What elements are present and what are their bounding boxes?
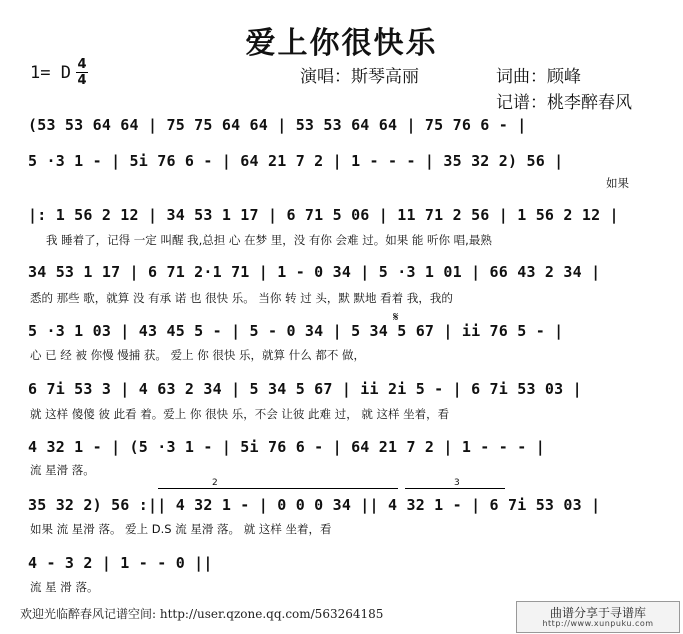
score-line-6-notes: 6 7i 53 3 | 4 63 2 34 | 5 34 5 67 | ii 2i 5 - | 6 7i 53 03 | [28, 380, 582, 398]
score-line-1-notes: (53 53 64 64 | 75 75 64 64 | 53 53 64 64 | 75 76 6 - | [28, 116, 527, 134]
score-line-9-lyrics: 流 星 滑 落。 [30, 580, 99, 594]
score-line-8-notes: 35 32 2) 56 :|| 4 32 1 - | 0 0 0 34 || 4 32 1 - | 6 7i 53 03 | [28, 496, 601, 514]
song-title: 爱上你很快乐 [245, 26, 438, 61]
score-line-2-lyrics: 如果 [606, 176, 629, 190]
score-line-7-lyrics: 流 星滑 落。 [30, 463, 95, 477]
score-line-3-notes: |: 1 56 2 12 | 34 53 1 17 | 6 71 5 06 | 11 71 2 56 | 1 56 2 12 | [28, 206, 619, 224]
footer-credit-link[interactable]: 欢迎光临醉春风记谱空间: http://user.qzone.qq.com/563264185 [20, 607, 384, 621]
segno-mark: 𝄋 [393, 310, 399, 325]
singer-credit: 演唱：斯琴高丽 [300, 67, 419, 87]
volta-3-bracket [405, 488, 505, 489]
transcriber-credit: 记谱：桃李醉春风 [496, 93, 632, 113]
score-line-9-notes: 4 - 3 2 | 1 - - 0 || [28, 554, 213, 572]
score-line-2-notes: 5 ·3 1 - | 5i 76 6 - | 64 21 7 2 | 1 - - - | 35 32 2) 56 | [28, 152, 564, 170]
time-signature-bottom: 4 [77, 73, 87, 88]
volta-3-number: 3 [454, 478, 460, 488]
time-signature [76, 58, 88, 87]
key-signature: 1= D [30, 63, 71, 83]
watermark-title: 曲谱分享于寻谱库 [549, 606, 646, 620]
score-line-6-lyrics: 就 这样 傻傻 彼 此看 着。爱上 你 很快 乐，不会 让彼 此难 过， 就 这样 坐着，看 [30, 407, 450, 421]
score-line-8-lyrics: 如果 流 星滑 落。 爱上 D.S 流 星滑 落。 就 这样 坐着，看 [30, 522, 332, 536]
volta-2-number: 2 [212, 478, 218, 488]
score-line-4-lyrics: 悉的 那些 歌，就算 没 有承 诺 也 很快 乐。 当你 转 过 头，默 默地 看着 我，我的 [30, 291, 453, 305]
volta-2-bracket [158, 488, 398, 489]
score-line-5-notes: 5 ·3 1 03 | 43 45 5 - | 5 - 0 34 | 5 34 5 67 | ii 76 5 - | [28, 322, 564, 340]
time-signature-top: 4 [77, 57, 87, 72]
footer-watermark-box[interactable] [516, 601, 680, 633]
score-line-5-lyrics: 心 已 经 被 你慢 慢捕 获。 爱上 你 很快 乐，就算 什么 都不 做， [30, 348, 366, 362]
watermark-url: http://www.xunpuku.com [542, 619, 654, 628]
score-line-4-notes: 34 53 1 17 | 6 71 2·1 71 | 1 - 0 34 | 5 ·3 1 01 | 66 43 2 34 | [28, 263, 601, 281]
composer-credit: 词曲：顾峰 [496, 67, 581, 87]
score-line-3-lyrics: 我 睡着了，记得 一定 叫醒 我,总担 心 在梦 里，没 有你 会难 过。如果 能 听你 唱,最熟 [46, 233, 492, 247]
score-line-7-notes: 4 32 1 - | (5 ·3 1 - | 5i 76 6 - | 64 21 7 2 | 1 - - - | [28, 438, 545, 456]
